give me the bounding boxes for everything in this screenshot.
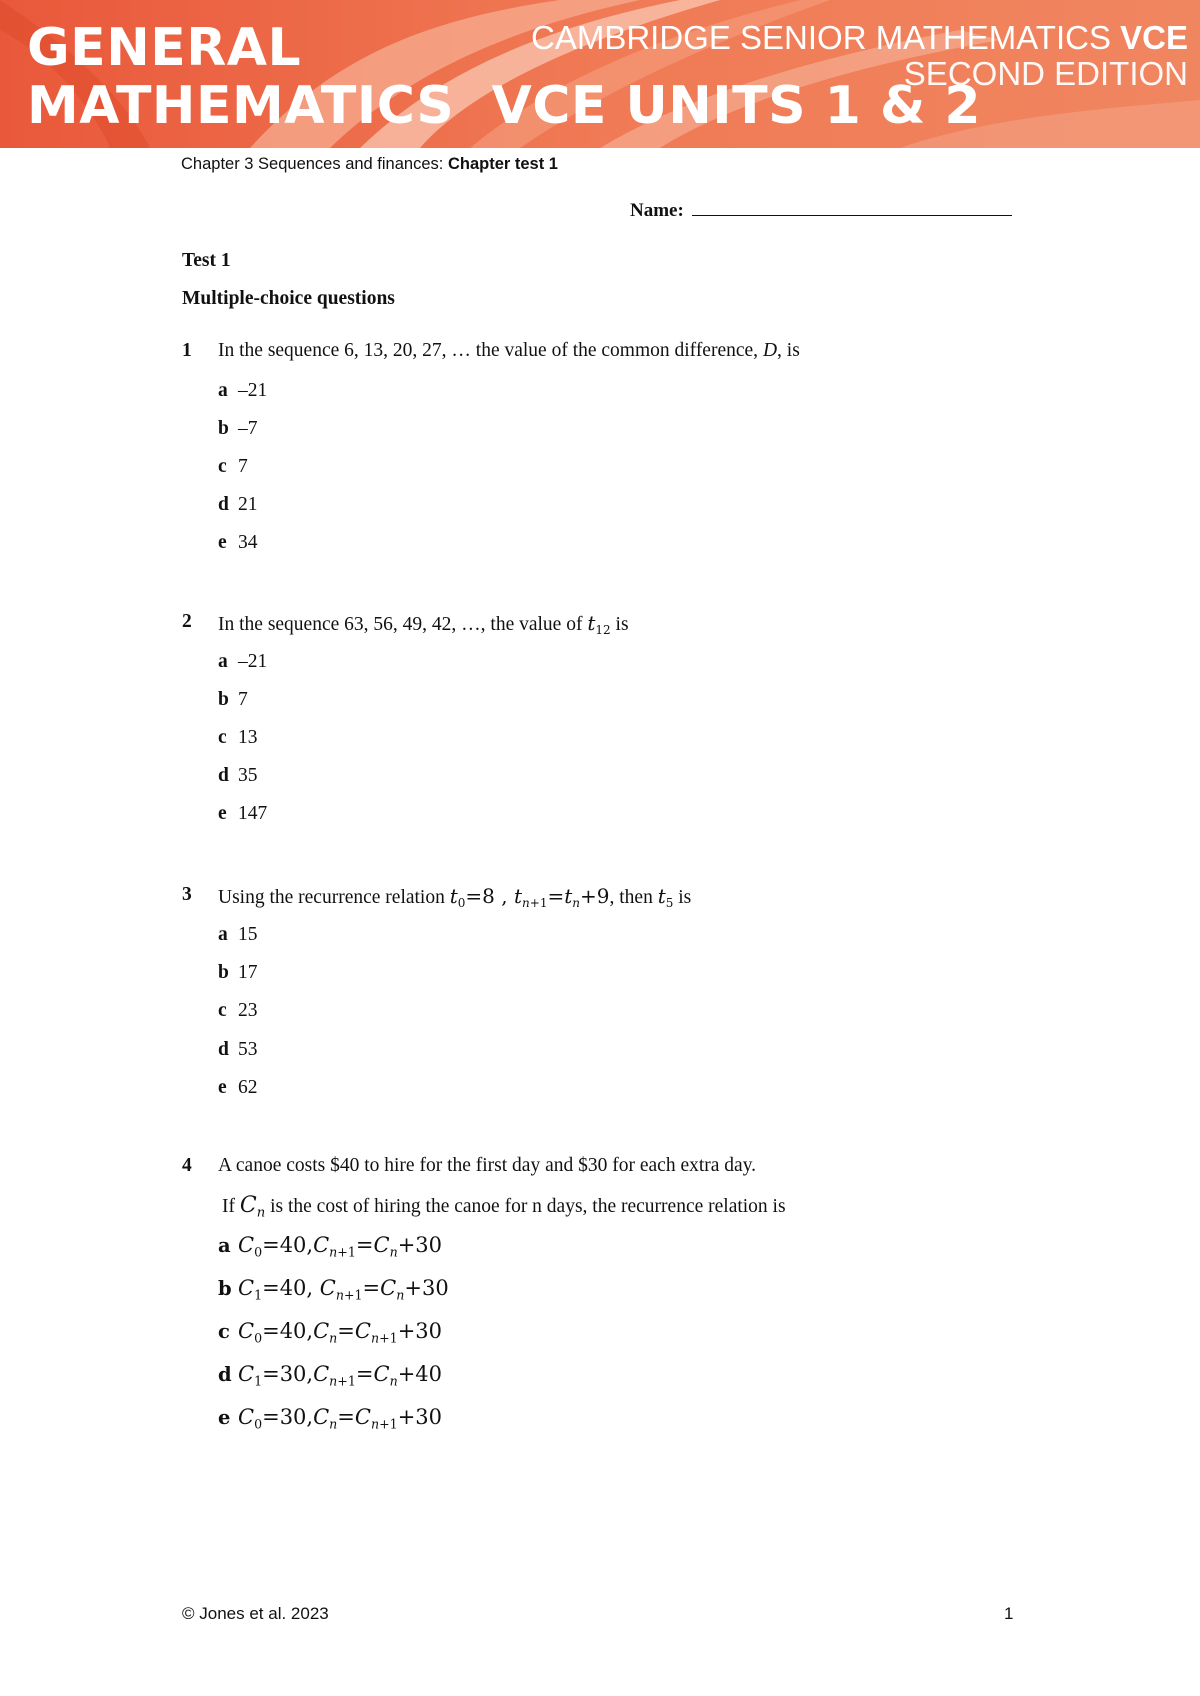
question-1-option-a[interactable]: a –21	[218, 380, 268, 401]
question-3-option-a[interactable]: a 15	[218, 924, 258, 945]
question-2-text: In the sequence 63, 56, 49, 42, …, the value of $t_{12}$ is	[218, 611, 629, 638]
question-1-number: 1	[182, 340, 192, 361]
banner-series-name: CAMBRIDGE SENIOR MATHEMATICS VCE	[530, 19, 1188, 56]
banner-edition: SECOND EDITION	[903, 55, 1188, 92]
name-field	[630, 200, 1012, 222]
question-2-option-a[interactable]: a –21	[218, 651, 268, 672]
question-4-option-b[interactable]: b $C_1=40$, $C_{n+1}=C_n+30$	[218, 1276, 449, 1303]
footer-page-number: 1	[1004, 1604, 1014, 1623]
question-4-option-d[interactable]: d $C_1=30,C_{n+1}=C_n+40$	[218, 1362, 443, 1389]
recurrence-relation-formula: $t_0=8$ , $t_{n+1}=t_n+9$	[449, 884, 610, 911]
question-1-option-c[interactable]: c 7	[218, 456, 248, 477]
running-header	[181, 155, 558, 174]
question-2-option-d[interactable]: d 35	[218, 765, 258, 786]
question-2-option-b[interactable]: b 7	[218, 689, 248, 710]
test-title: Test 1	[182, 250, 231, 271]
question-1-option-e[interactable]: e 34	[218, 532, 258, 553]
question-1-text: In the sequence 6, 13, 20, 27, … the value of the common difference, D, is	[218, 340, 800, 361]
question-3-number: 3	[182, 884, 192, 905]
question-1-option-d[interactable]: d 21	[218, 494, 258, 515]
question-2-number: 2	[182, 611, 192, 632]
banner-title-line2: MATHEMATICS VCE UNITS 1 & 2	[27, 76, 982, 136]
test-label: Chapter test 1	[447, 155, 558, 173]
banner-title-line1: GENERAL	[27, 18, 302, 78]
header-banner	[0, 0, 1200, 148]
name-blank-line[interactable]	[692, 201, 1012, 216]
question-4-option-c[interactable]: c $C_0=40,C_n=C_{n+1}+30$	[218, 1319, 443, 1346]
question-4-number: 4	[182, 1155, 192, 1176]
question-4-text-line2: If $C_n$ is the cost of hiring the canoe for n days, the recurrence relation is	[222, 1193, 786, 1221]
chapter-label: Chapter 3 Sequences and finances:	[181, 155, 444, 173]
question-1-option-b[interactable]: b –7	[218, 418, 258, 439]
name-label: Name:	[630, 200, 684, 221]
question-3-text: Using the recurrence relation $t_0=8$ , $t_{n+1}=t_n+9$, then $t_5$ is	[218, 884, 692, 911]
question-4-option-e[interactable]: e $C_0=30,C_n=C_{n+1}+30$	[218, 1405, 443, 1432]
question-3-option-e[interactable]: e 62	[218, 1077, 258, 1098]
question-3-option-d[interactable]: d 53	[218, 1039, 258, 1060]
question-2-option-c[interactable]: c 13	[218, 727, 258, 748]
question-3-option-c[interactable]: c 23	[218, 1000, 258, 1021]
section-title: Multiple-choice questions	[182, 288, 395, 309]
question-4-text-line1: A canoe costs $40 to hire for the first day and $30 for each extra day.	[218, 1155, 757, 1176]
question-4-option-a[interactable]: a $C_0=40,C_{n+1}=C_n+30$	[218, 1233, 443, 1260]
question-3-option-b[interactable]: b 17	[218, 962, 258, 983]
question-2-option-e[interactable]: e 147	[218, 803, 268, 824]
footer-copyright: © Jones et al. 2023	[182, 1604, 329, 1623]
